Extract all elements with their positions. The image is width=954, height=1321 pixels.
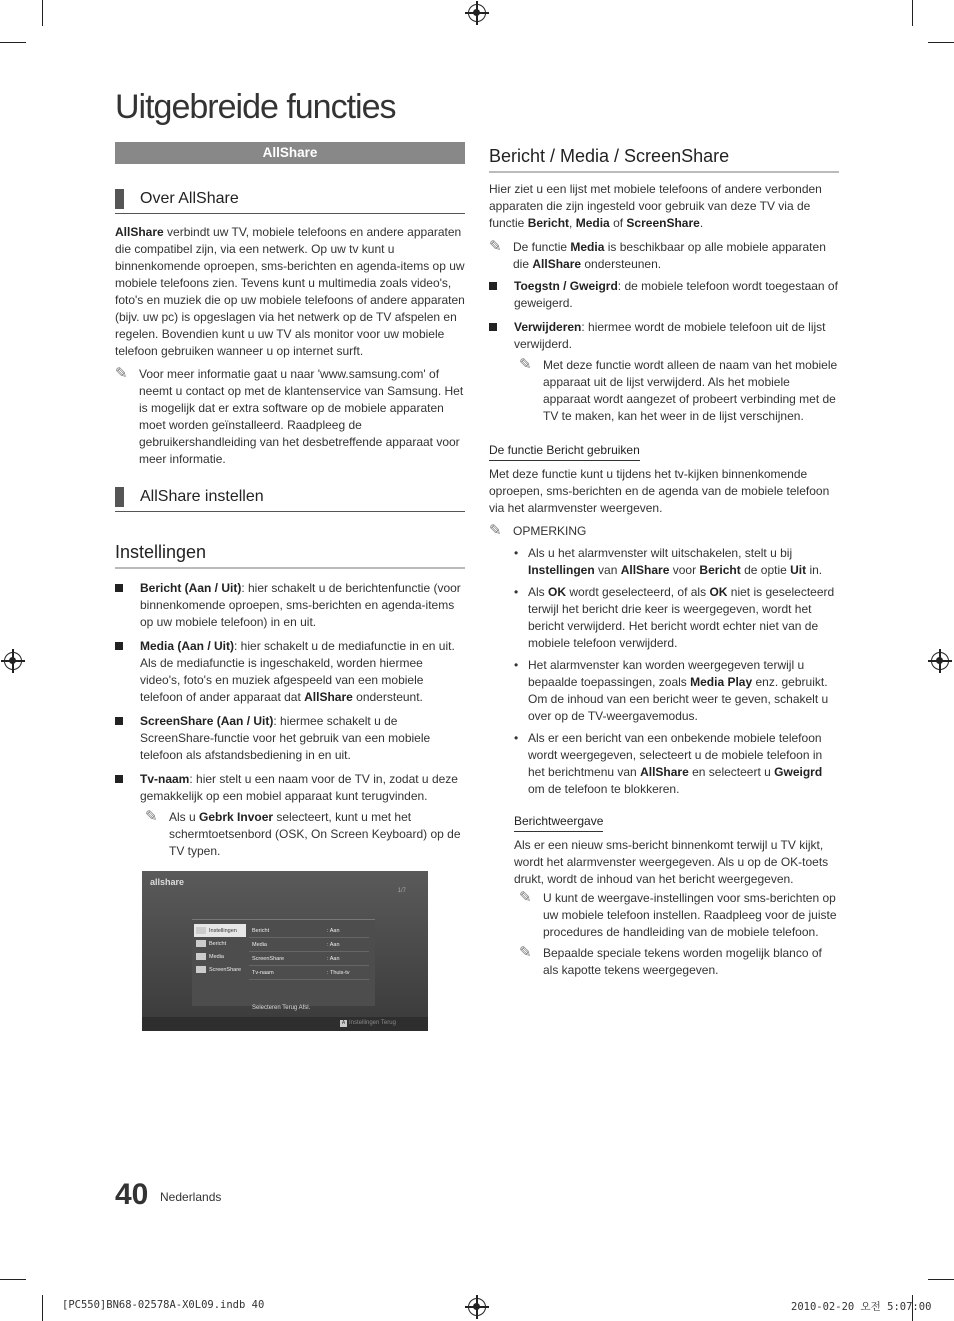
screenshare-icon — [196, 966, 206, 973]
list-item: Tv-naam: hier stelt u een naam voor de TV in, zodat u deze gemakkelijk op een mobiel apparaat kunt terugvinden. — [115, 771, 465, 805]
media-icon — [196, 953, 206, 960]
opmerking-list — [514, 545, 839, 979]
section-heading-instellingen: Instellingen — [115, 542, 465, 569]
bullet-square-icon — [115, 717, 123, 725]
tv-setting-row[interactable]: ScreenShare : Aan — [249, 952, 369, 966]
subheading-bericht-gebruiken: De functie Bericht gebruiken — [489, 443, 640, 461]
note-pencil-icon: ✎ — [519, 356, 532, 373]
tv-setting-row[interactable]: Tv-naam : Thuis-tv — [249, 966, 369, 980]
crop-mark — [928, 1279, 954, 1280]
paragraph: Als er een nieuw sms-bericht binnenkomt terwijl u TV kijkt, wordt het alarmvenster weergegeven. Als u op de OK-toets drukt, wordt de inhoud van het bericht weergegeven. — [514, 838, 829, 886]
note-pencil-icon: ✎ — [115, 365, 128, 382]
tv-page-indicator: 1/7 — [397, 888, 406, 894]
bullet-square-icon — [115, 775, 123, 783]
section-heading-bericht-media-screenshare: Bericht / Media / ScreenShare — [489, 146, 839, 173]
registration-mark-icon — [468, 1298, 486, 1316]
note: ✎ Bepaalde speciale tekens worden mogelijk blanco of als kapotte tekens weergegeven. — [519, 944, 822, 977]
message-icon — [196, 940, 206, 947]
list-item: • Als er een bericht van een onbekende mobiele telefoon wordt weergegeven, selecteert u de mobiele telefoon in het berichtmenu van AllShare en selecteert u Gweigrd om de telefoon te blokkeren. — [514, 731, 823, 796]
tv-settings-table — [249, 924, 369, 980]
tv-settings-panel — [192, 919, 375, 1006]
tv-screenshot — [142, 871, 428, 1031]
tv-menu-item[interactable]: Bericht — [194, 937, 246, 950]
a-button-icon: A — [341, 1020, 346, 1026]
list-item: • Als u het alarmvenster wilt uitschakelen, stelt u bij Instellingen van AllShare voor Bericht de optie Uit in. — [514, 546, 823, 577]
heading-bar — [115, 487, 124, 507]
tv-setting-row[interactable]: Media : Aan — [249, 938, 369, 952]
tv-bottom-bar: A Instellingen Terug — [142, 1017, 428, 1031]
note: ✎ Met deze functie wordt alleen de naam van het mobiele apparaat uit de lijst verwijderd. Als het mobiele apparaat wordt aangezet of probeert verbinding met de TV te maken, kan het weer in de lijst verschijnen. — [519, 356, 838, 423]
tv-menu-item[interactable]: Media — [194, 950, 246, 963]
page-language: Nederlands — [160, 1190, 222, 1204]
paragraph: Met deze functie kunt u tijdens het tv-kijken binnenkomende oproepen, sms-berichten en de agenda van de mobiele telefoon via het alarmvenster weergeven. — [489, 467, 830, 515]
registration-mark-icon — [468, 4, 486, 22]
left-column — [115, 142, 465, 1031]
intro-paragraph: AllShare verbindt uw TV, mobiele telefoons en andere apparaten die compatibel zijn, via een netwerk. Op uw tv kunt u binnenkomende oproepen, sms-berichten en agenda-items op uw mobiele telefoons zien. Tevens kunt u multimedia zoals video's, foto's en muziek die op uw mobiele telefoons of andere apparaten (bijv. uw pc) is opgeslagen via het netwerk op de TV afspelen en regelen. Bovendien kunt u uw TV als monitor voor uw mobiele telefoon gebruiken wanneer u op internet surft. — [115, 225, 465, 358]
allshare-logo: allshare — [150, 877, 185, 887]
crop-mark — [912, 0, 913, 26]
note: ✎ Als u Gebrk Invoer selecteert, kunt u met het schermtoetsenbord (OSK, On Screen Keyboard) op de TV typen. — [145, 808, 461, 858]
bullet-square-icon — [489, 323, 497, 331]
page-number: 40 — [115, 1178, 149, 1211]
tv-setting-row[interactable]: Bericht : Aan — [249, 924, 369, 938]
registration-mark-icon — [931, 652, 949, 670]
settings-icon — [196, 927, 206, 934]
list-item: • Als OK wordt geselecteerd, of als OK niet is geselecteerd terwijl het bericht drie keer is weergegeven, wordt het bericht verwijderd. Het bericht wordt echter niet van de mobiele telefoon verwijderd. — [514, 585, 835, 650]
subheading-allshare-instellen: AllShare instellen — [115, 487, 465, 512]
note-pencil-icon: ✎ — [489, 522, 502, 539]
subheading-over-allshare: Over AllShare — [115, 189, 465, 214]
note: ✎ U kunt de weergave-instellingen voor sms-berichten op uw mobiele telefoon instellen. Raadpleeg voor de juiste procedures de handleiding van de mobiele telefoon. — [519, 889, 837, 939]
list-item: Verwijderen: hiermee wordt de mobiele telefoon uit de lijst verwijderd. — [489, 319, 839, 353]
tv-menu-item[interactable]: Instellingen — [194, 924, 246, 937]
section-banner: AllShare — [115, 142, 465, 164]
bullet-dot-icon: • — [514, 546, 519, 560]
right-column — [489, 146, 839, 979]
note-pencil-icon: ✎ — [519, 889, 532, 906]
tv-menu-item[interactable]: ScreenShare — [194, 963, 246, 976]
crop-mark — [928, 42, 954, 43]
bullet-square-icon — [115, 642, 123, 650]
list-item: Media (Aan / Uit): hier schakelt u de mediafunctie in en uit. Als de mediafunctie is ingeschakeld, worden hiermee video's, foto's en muziek afgespeeld van een mobiele telefoon of ander apparaat dat AllShare ondersteunt. — [115, 638, 465, 706]
bullet-dot-icon: • — [514, 585, 519, 599]
page-title: Uitgebreide functies — [115, 88, 396, 126]
print-slug-date: 2010-02-20 오전 5:07:00 — [791, 1301, 932, 1313]
crop-mark — [42, 0, 43, 26]
bullet-square-icon — [489, 282, 497, 290]
list-item: Toegstn / Gweigrd: de mobiele telefoon wordt toegestaan of geweigerd. — [489, 278, 839, 312]
registration-mark-icon — [4, 652, 22, 670]
note-pencil-icon: ✎ — [489, 238, 502, 255]
subheading-berichtweergave: Berichtweergave — [514, 814, 603, 832]
intro-paragraph: Hier ziet u een lijst met mobiele telefoons of andere verbonden apparaten die zijn ingesteld voor gebruik van deze TV via de functie Bericht, Media of ScreenShare. — [489, 182, 822, 230]
note: ✎ De functie Media is beschikbaar op alle mobiele apparaten die AllShare ondersteunen. — [489, 238, 826, 271]
bullet-dot-icon: • — [514, 731, 519, 745]
tv-footer-controls: Selecteren Terug Afsl. — [252, 1005, 311, 1011]
crop-mark — [42, 1295, 43, 1321]
list-item: Bericht (Aan / Uit): hier schakelt u de berichtenfunctie (voor binnenkomende oproepen, sms-berichten en agenda-items op uw mobiele telefoon) in en uit. — [115, 580, 465, 631]
heading-bar — [115, 189, 124, 209]
note: ✎ Voor meer informatie gaat u naar 'www.samsung.com' of neemt u contact op met de klantenservice van Samsung. Het is mogelijk dat er extra software op de mobiele apparaten moet worden geïnstalleerd. Raadpleeg de gebruikershandleiding van het desbetreffende apparaat voor meer informatie. — [115, 365, 464, 466]
tv-menu — [194, 924, 246, 976]
note-pencil-icon: ✎ — [145, 808, 158, 825]
print-slug-file: [PC550]BN68-02578A-X0L09.indb 40 — [62, 1299, 265, 1311]
crop-mark — [0, 42, 26, 43]
list-item: ScreenShare (Aan / Uit): hiermee schakelt u de ScreenShare-functie voor het gebruik van een mobiele telefoon als afstandsbediening in en uit. — [115, 713, 465, 764]
list-item: • Het alarmvenster kan worden weergegeven terwijl u bepaalde toepassingen, zoals Media Play enz. gebruikt. Om de inhoud van een bericht weer te geven, schakelt u over op de TV-weergavemodus. — [514, 658, 829, 723]
note: ✎ OPMERKING — [489, 522, 587, 539]
note-pencil-icon: ✎ — [519, 944, 532, 961]
bullet-dot-icon: • — [514, 658, 519, 672]
crop-mark — [0, 1279, 26, 1280]
bullet-square-icon — [115, 584, 123, 592]
